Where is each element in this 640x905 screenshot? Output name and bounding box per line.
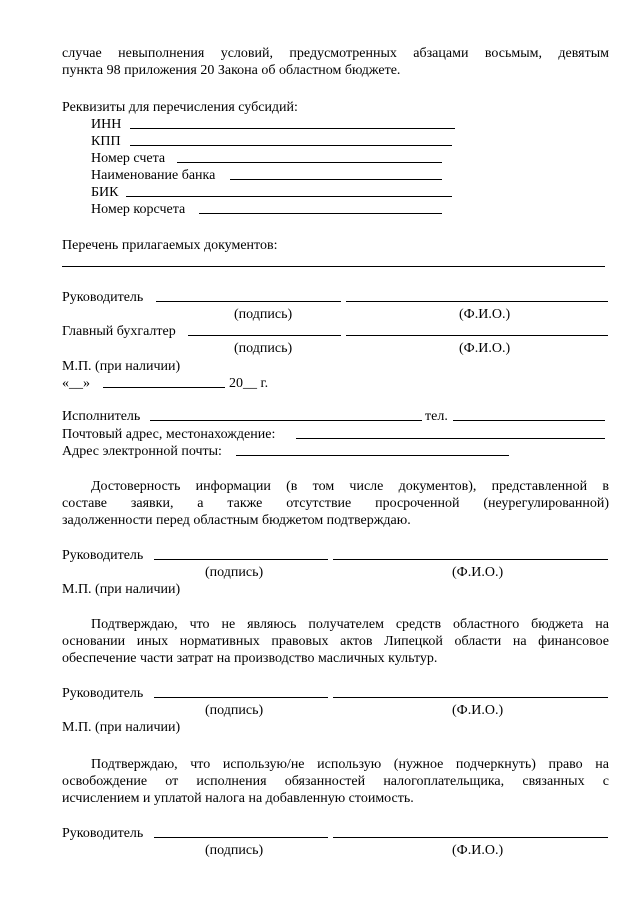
executor-field[interactable] — [150, 420, 422, 421]
head-signature-caption-2: (подпись) — [205, 565, 264, 580]
head-name-caption: (Ф.И.О.) — [459, 307, 511, 322]
date-year: 20__ г. — [229, 376, 269, 391]
head-label-3: Руководитель — [62, 686, 144, 701]
postal-field[interactable] — [296, 438, 605, 439]
corr-account-label: Номер корсчета — [91, 202, 186, 217]
requisites-heading: Реквизиты для перечисления субсидий: — [62, 100, 298, 115]
confirm2-line-1: Подтверждаю, что не являюсь получателем средств областного бюджета на — [91, 617, 609, 632]
confirm3-line-2: освобождение от исполнения обязанностей налогоплательщика, связанных с — [62, 774, 609, 789]
corr-account-field[interactable] — [199, 213, 442, 214]
bik-field[interactable] — [126, 196, 452, 197]
email-field[interactable] — [236, 455, 509, 456]
confirm2-line-2: основании иных нормативных правовых актов Липецкой области на финансовое — [62, 634, 609, 649]
executor-label: Исполнитель — [62, 409, 141, 424]
head-name-field-4[interactable] — [333, 837, 608, 838]
bank-name-field[interactable] — [230, 179, 442, 180]
head-name-caption-3: (Ф.И.О.) — [452, 703, 504, 718]
confirm1-line-2: составе заявки, а также отсутствие просроченной (неурегулированной) — [62, 496, 609, 511]
inn-label: ИНН — [91, 117, 122, 132]
stamp-label-2: М.П. (при наличии) — [62, 582, 181, 597]
phone-label: тел. — [425, 409, 448, 424]
date-month-field[interactable] — [103, 387, 225, 388]
head-name-field[interactable] — [346, 301, 608, 302]
postal-label: Почтовый адрес, местонахождение: — [62, 427, 276, 442]
head-signature-field-3[interactable] — [154, 697, 328, 698]
phone-field[interactable] — [453, 420, 605, 421]
confirm2-line-3: обеспечение части затрат на производство масличных культур. — [62, 651, 438, 666]
head-label-4: Руководитель — [62, 826, 144, 841]
head-signature-field-2[interactable] — [154, 559, 328, 560]
head-signature-caption-3: (подпись) — [205, 703, 264, 718]
accountant-name-caption: (Ф.И.О.) — [459, 341, 511, 356]
intro-line-1: случае невыполнения условий, предусмотренных абзацами восьмым, девятым — [62, 46, 609, 61]
head-name-caption-2: (Ф.И.О.) — [452, 565, 504, 580]
confirm3-line-3: исчислением и уплатой налога на добавленную стоимость. — [62, 791, 414, 806]
confirm3-line-1: Подтверждаю, что использую/не использую (нужное подчеркнуть) право на — [91, 757, 609, 772]
bik-label: БИК — [91, 185, 119, 200]
head-label-2: Руководитель — [62, 548, 144, 563]
head-signature-field[interactable] — [156, 301, 341, 302]
accountant-label: Главный бухгалтер — [62, 324, 176, 339]
bank-name-label: Наименование банка — [91, 168, 216, 183]
stamp-label: М.П. (при наличии) — [62, 359, 181, 374]
documents-heading: Перечень прилагаемых документов: — [62, 238, 278, 253]
email-label: Адрес электронной почты: — [62, 444, 222, 459]
head-signature-field-4[interactable] — [154, 837, 328, 838]
stamp-label-3: М.П. (при наличии) — [62, 720, 181, 735]
kpp-label: КПП — [91, 134, 121, 149]
head-signature-caption: (подпись) — [234, 307, 293, 322]
accountant-signature-field[interactable] — [188, 335, 341, 336]
head-signature-caption-4: (подпись) — [205, 843, 264, 858]
documents-field[interactable] — [62, 266, 605, 267]
kpp-field[interactable] — [130, 145, 452, 146]
date-day: «__» — [62, 376, 90, 391]
account-label: Номер счета — [91, 151, 166, 166]
head-label: Руководитель — [62, 290, 144, 305]
intro-line-2: пункта 98 приложения 20 Закона об областном бюджете. — [62, 63, 401, 78]
head-name-field-2[interactable] — [333, 559, 608, 560]
account-field[interactable] — [177, 162, 442, 163]
inn-field[interactable] — [130, 128, 455, 129]
head-name-field-3[interactable] — [333, 697, 608, 698]
accountant-signature-caption: (подпись) — [234, 341, 293, 356]
head-name-caption-4: (Ф.И.О.) — [452, 843, 504, 858]
accountant-name-field[interactable] — [346, 335, 608, 336]
confirm1-line-3: задолженности перед областным бюджетом подтверждаю. — [62, 513, 411, 528]
confirm1-line-1: Достоверность информации (в том числе документов), представленной в — [91, 479, 609, 494]
